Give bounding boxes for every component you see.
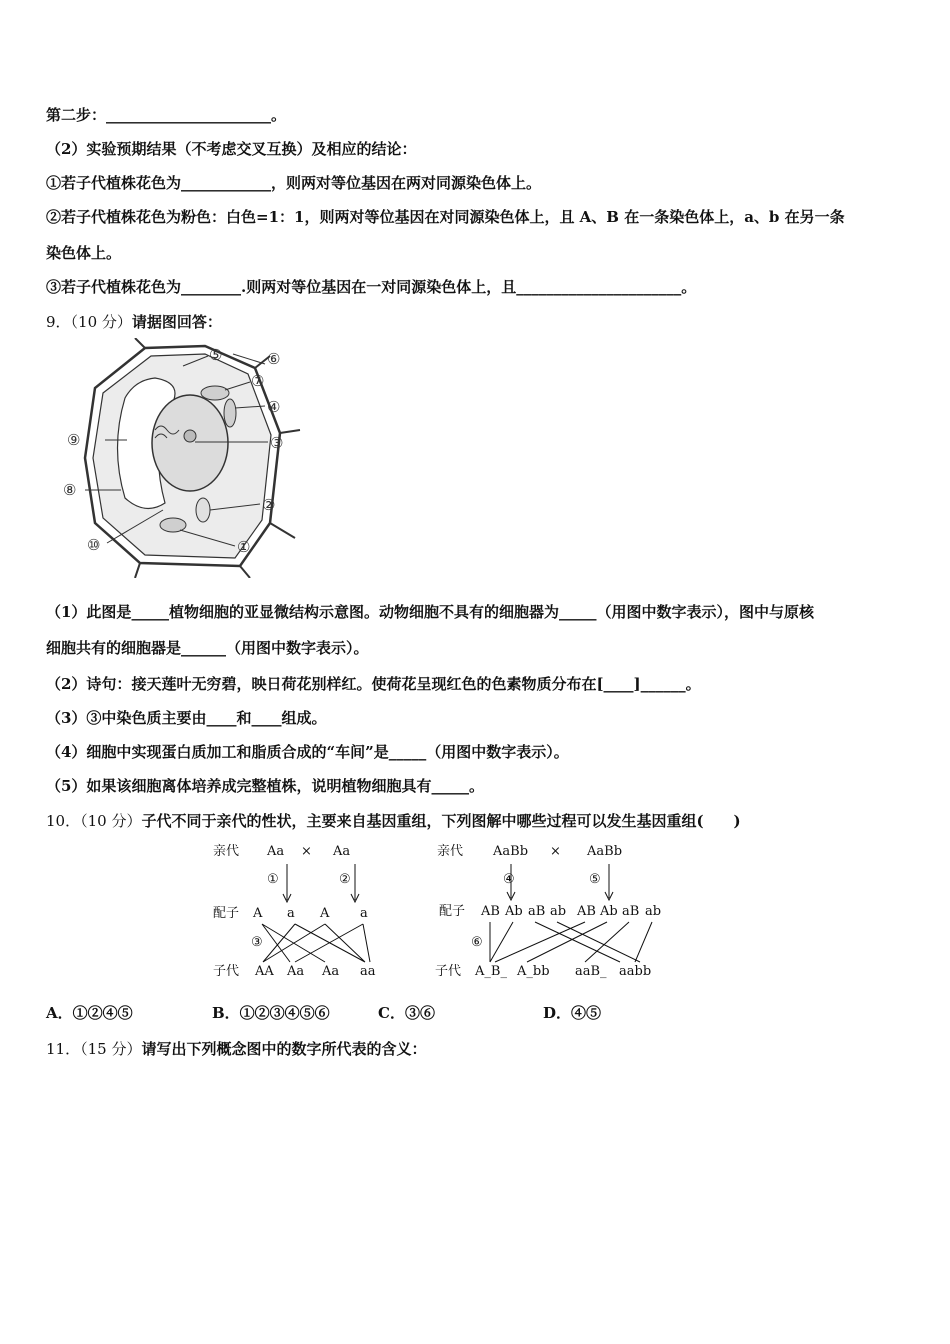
left-parent-2: Aa (333, 844, 351, 859)
right-step-4: ④ (503, 872, 515, 887)
q8-result-1: ①若子代植株花色为____________，则两对等位基因在两对同源染色体上。 (46, 174, 542, 192)
left-offspring: Aa (322, 964, 340, 979)
right-cross-sign: × (550, 844, 561, 859)
left-parent-1: Aa (267, 844, 285, 859)
q10-header (46, 810, 741, 831)
q8-result-2: ②若子代植株花色为粉色：白色=1：1，则两对等位基因在对同源染色体上，且 A、B 在一条染色体上，a、b 在另一条 (46, 208, 845, 226)
cell-label-6: ⑥ (267, 350, 281, 368)
right-gamete: aB (622, 904, 640, 919)
q8-result-3: ③若子代植株花色为________.则两对等位基因在一对同源染色体上，且______________________。 (46, 278, 697, 296)
right-gamete: Ab (600, 904, 618, 919)
right-gamete: aB (528, 904, 546, 919)
left-offspring: Aa (287, 964, 305, 979)
q10-option-b[interactable]: B．①②③④⑤⑥ (212, 1004, 330, 1022)
left-offspring: AA (255, 964, 274, 979)
genetics-diagram (205, 838, 675, 983)
left-gamete: a (287, 906, 295, 921)
left-gamete: A (320, 906, 330, 921)
right-step-6: ⑥ (471, 935, 483, 950)
right-gamete: AB (481, 904, 500, 919)
cell-label-5: ⑤ (209, 346, 223, 364)
left-step-2: ② (339, 872, 351, 887)
left-offspring-label: 子代 (213, 964, 240, 979)
right-parent-2: AaBb (587, 844, 623, 859)
q8-part2: （2）实验预期结果（不考虑交叉互换）及相应的结论： (46, 140, 417, 158)
left-gamete-label: 配子 (213, 906, 240, 921)
right-gamete: ab (550, 904, 567, 919)
right-offspring-label: 子代 (435, 964, 462, 979)
right-offspring: A_bb (517, 964, 550, 979)
q10-score: （10 分） (80, 812, 142, 830)
q8-step2: 第二步：______________________。 (46, 106, 287, 124)
q9-sub3: （3）③中染色质主要由____和____组成。 (46, 709, 327, 727)
q9-prompt: 请据图回答： (131, 313, 222, 331)
cell-label-7: ⑦ (251, 372, 265, 390)
plant-cell-diagram (55, 338, 305, 578)
cell-label-1: ① (237, 538, 251, 556)
left-parent-label: 亲代 (213, 844, 240, 859)
left-gamete: a (360, 906, 368, 921)
left-cross-sign: × (301, 844, 312, 859)
q10-option-a[interactable]: A．①②④⑤ (46, 1004, 133, 1022)
right-parent-1: AaBb (493, 844, 529, 859)
q9-number: 9． (46, 313, 71, 331)
cell-label-8: ⑧ (63, 481, 77, 499)
left-step-1: ① (267, 872, 279, 887)
right-step-5: ⑤ (589, 872, 601, 887)
q11-header (46, 1038, 426, 1059)
cell-label-4: ④ (267, 398, 281, 416)
right-parent-label: 亲代 (437, 844, 464, 859)
right-offspring: aabb (619, 964, 652, 979)
q10-prompt: 子代不同于亲代的性状，主要来自基因重组，下列图解中哪些过程可以发生基因重组( ) (141, 812, 741, 830)
right-offspring: aaB_ (575, 964, 607, 979)
q10-number: 10． (46, 812, 81, 830)
cell-label-3: ③ (270, 434, 284, 452)
q9-sub1-cont: 细胞共有的细胞器是______（用图中数字表示）。 (46, 639, 369, 657)
left-step-3: ③ (251, 935, 263, 950)
right-gamete: Ab (505, 904, 523, 919)
q10-option-d[interactable]: D．④⑤ (543, 1004, 602, 1022)
q11-score: （15 分） (80, 1040, 142, 1058)
right-gamete-label: 配子 (439, 904, 466, 919)
q11-number: 11． (46, 1040, 81, 1058)
q9-sub1: （1）此图是_____植物细胞的亚显微结构示意图。动物细胞不具有的细胞器为_____（用图中数字表示），图中与原核 (46, 603, 814, 621)
left-gamete: A (253, 906, 263, 921)
cell-label-9: ⑨ (67, 431, 81, 449)
q10-option-c[interactable]: C．③⑥ (378, 1004, 435, 1022)
q11-prompt: 请写出下列概念图中的数字所代表的含义： (141, 1040, 427, 1058)
right-offspring: A_B_ (475, 964, 507, 979)
q8-result-2-cont: 染色体上。 (46, 244, 122, 262)
q9-sub4: （4）细胞中实现蛋白质加工和脂质合成的“车间”是_____（用图中数字表示）。 (46, 743, 569, 761)
q9-score: （10 分） (70, 313, 132, 331)
cell-label-2: ② (262, 496, 276, 514)
right-gamete: AB (577, 904, 596, 919)
left-offspring: aa (360, 964, 376, 979)
q9-header (46, 311, 222, 332)
q9-sub5: （5）如果该细胞离体培养成完整植株，说明植物细胞具有_____。 (46, 777, 484, 795)
cell-label-10: ⑩ (87, 536, 101, 554)
q9-sub2: （2）诗句：接天莲叶无穷碧，映日荷花别样红。使荷花呈现红色的色素物质分布在[____]______。 (46, 675, 701, 693)
right-gamete: ab (645, 904, 662, 919)
